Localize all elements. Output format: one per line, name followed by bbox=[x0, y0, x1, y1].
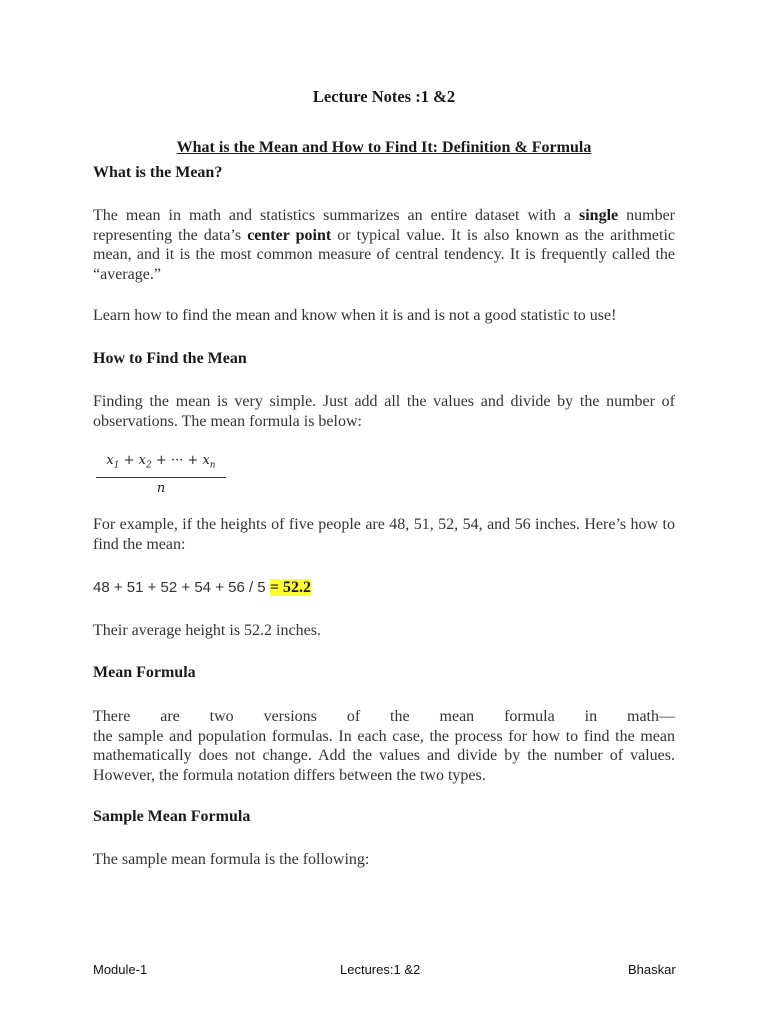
average-paragraph: Their average height is 52.2 inches. bbox=[93, 622, 321, 639]
formula-denominator: n bbox=[156, 480, 166, 496]
versions-rest: the sample and population formulas. In each case, the process for how to find the mean mathematically does not change. Add the values and divide by the number of values. However, the formula notation differs between the two types. bbox=[93, 727, 675, 784]
formula-fraction-bar bbox=[96, 477, 226, 478]
heading-what-is-mean: What is the Mean? bbox=[93, 164, 223, 181]
page-subtitle: What is the Mean and How to Find It: Definition & Formula bbox=[176, 139, 592, 156]
intro-bold-single: single bbox=[579, 207, 619, 224]
heading-sample-mean: Sample Mean Formula bbox=[93, 808, 251, 825]
intro-text-1: The mean in math and statistics summarizes an entire dataset with a bbox=[93, 207, 579, 224]
formula-numerator: $x_1 + x_2$ + ··· + $x_n$ bbox=[106, 453, 216, 471]
finding-paragraph: Finding the mean is very simple. Just add all the values and divide by the number of observations. The mean formula is below: bbox=[93, 393, 675, 430]
learn-paragraph: Learn how to find the mean and know when it is and is not a good statistic to use! bbox=[93, 307, 617, 324]
example-paragraph: For example, if the heights of five people are 48, 51, 52, 54, and 56 inches. Here’s how to find the mean: bbox=[93, 516, 675, 553]
footer-center: Lectures:1 &2 bbox=[340, 962, 421, 977]
intro-bold-center-point: center point bbox=[247, 226, 332, 244]
calculation-line bbox=[93, 578, 311, 598]
mean-formula bbox=[96, 452, 226, 497]
footer-left: Module-1 bbox=[93, 962, 148, 977]
versions-line-1: There are two versions of the mean formula in math— bbox=[93, 708, 675, 725]
page-title: Lecture Notes :1 &2 bbox=[312, 87, 456, 106]
intro-paragraph bbox=[93, 206, 675, 284]
calculation-expression: 48 + 51 + 52 + 54 + 56 / 5 bbox=[93, 579, 270, 596]
versions-paragraph bbox=[93, 707, 675, 785]
heading-how-to-find: How to Find the Mean bbox=[93, 350, 247, 367]
intro-text-2: number representing the data’s bbox=[93, 207, 675, 244]
heading-mean-formula: Mean Formula bbox=[93, 664, 196, 681]
calculation-result-highlight: = 52.2 bbox=[269, 579, 311, 596]
intro-text-3: or typical value. It is also known as the arithmetic mean, and it is the most common measure of central tendency. It is frequently called the “average.” bbox=[93, 226, 675, 283]
footer-right: Bhaskar bbox=[628, 962, 676, 977]
sample-paragraph: The sample mean formula is the following: bbox=[93, 851, 370, 868]
